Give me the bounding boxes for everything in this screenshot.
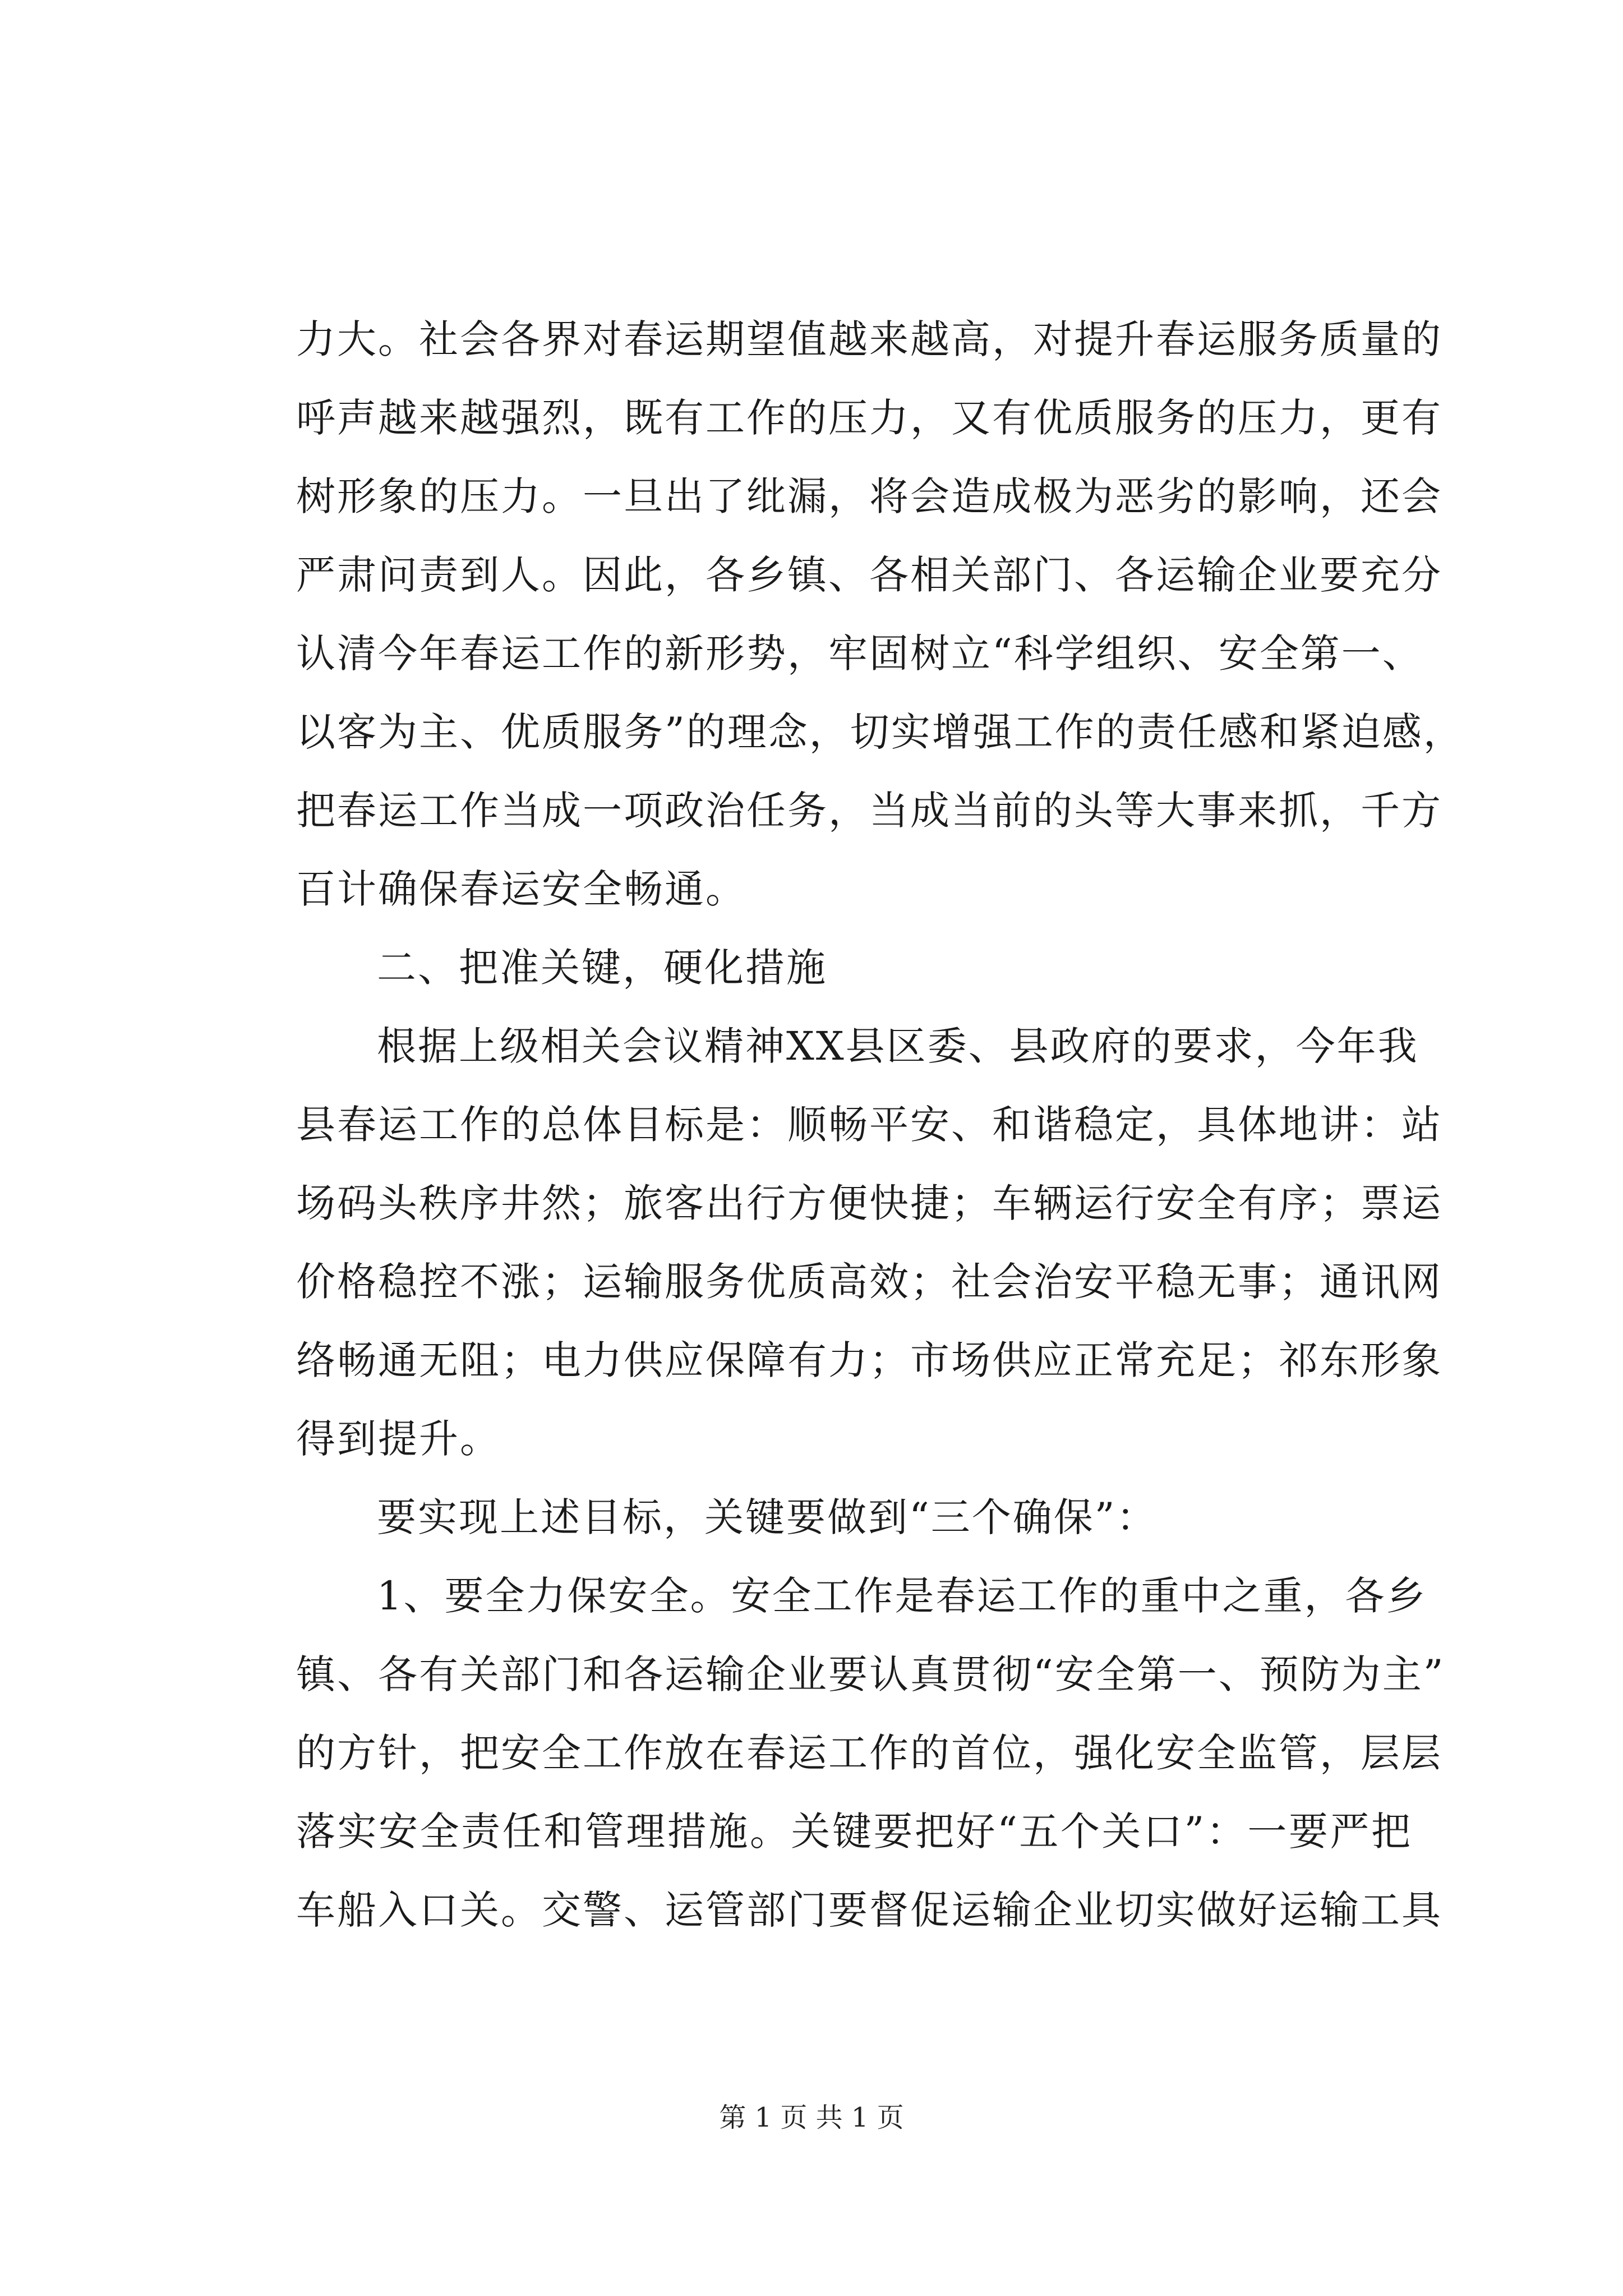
page-footer: 第 1 页 共 1 页: [719, 2102, 904, 2133]
text-line: 认清今年春运工作的新形势，牢固树立“科学组织、安全第一、: [296, 631, 1423, 677]
text-line: 落实安全责任和管理措施。关键要把好“五个关口”：一要严把: [296, 1809, 1412, 1855]
text-line: 场码头秩序井然；旅客出行方便快捷；车辆运行安全有序；票运: [296, 1180, 1442, 1226]
text-line: 价格稳控不涨；运输服务优质高效；社会治安平稳无事；通讯网: [296, 1259, 1442, 1305]
text-line: 络畅通无阻；电力供应保障有力；市场供应正常充足；祁东形象: [296, 1337, 1442, 1383]
text-line: 镇、各有关部门和各运输企业要认真贯彻“安全第一、预防为主”: [296, 1651, 1445, 1697]
text-line: 要实现上述目标，关键要做到“三个确保”：: [377, 1494, 1158, 1540]
text-line: 的方针，把安全工作放在春运工作的首位，强化安全监管，层层: [296, 1730, 1442, 1776]
text-line: 力大。社会各界对春运期望值越来越高，对提升春运服务质量的: [296, 316, 1442, 362]
text-line: 百计确保春运安全畅通。: [296, 866, 746, 912]
text-line: 树形象的压力。一旦出了纰漏，将会造成极为恶劣的影响，还会: [296, 473, 1442, 519]
section-heading: 二、把准关键，硬化措施: [377, 945, 827, 991]
text-line: 车船入口关。交警、运管部门要督促运输企业切实做好运输工具: [296, 1887, 1442, 1933]
document-body: [296, 300, 1464, 1949]
text-line: 严肃问责到人。因此，各乡镇、各相关部门、各运输企业要充分: [296, 552, 1442, 598]
text-line: 呼声越来越强烈，既有工作的压力，又有优质服务的压力，更有: [296, 395, 1442, 441]
text-line: 得到提升。: [296, 1416, 501, 1462]
text-line: 县春运工作的总体目标是：顺畅平安、和谐稳定，具体地讲：站: [296, 1102, 1442, 1148]
text-line: 根据上级相关会议精神XX县区委、县政府的要求，今年我: [377, 1023, 1419, 1069]
text-line: 把春运工作当成一项政治任务，当成当前的头等大事来抓，千方: [296, 788, 1442, 834]
text-line: 1、要全力保安全。安全工作是春运工作的重中之重，各乡: [377, 1573, 1427, 1619]
text-line: 以客为主、优质服务”的理念，切实增强工作的责任感和紧迫感，: [296, 709, 1464, 755]
